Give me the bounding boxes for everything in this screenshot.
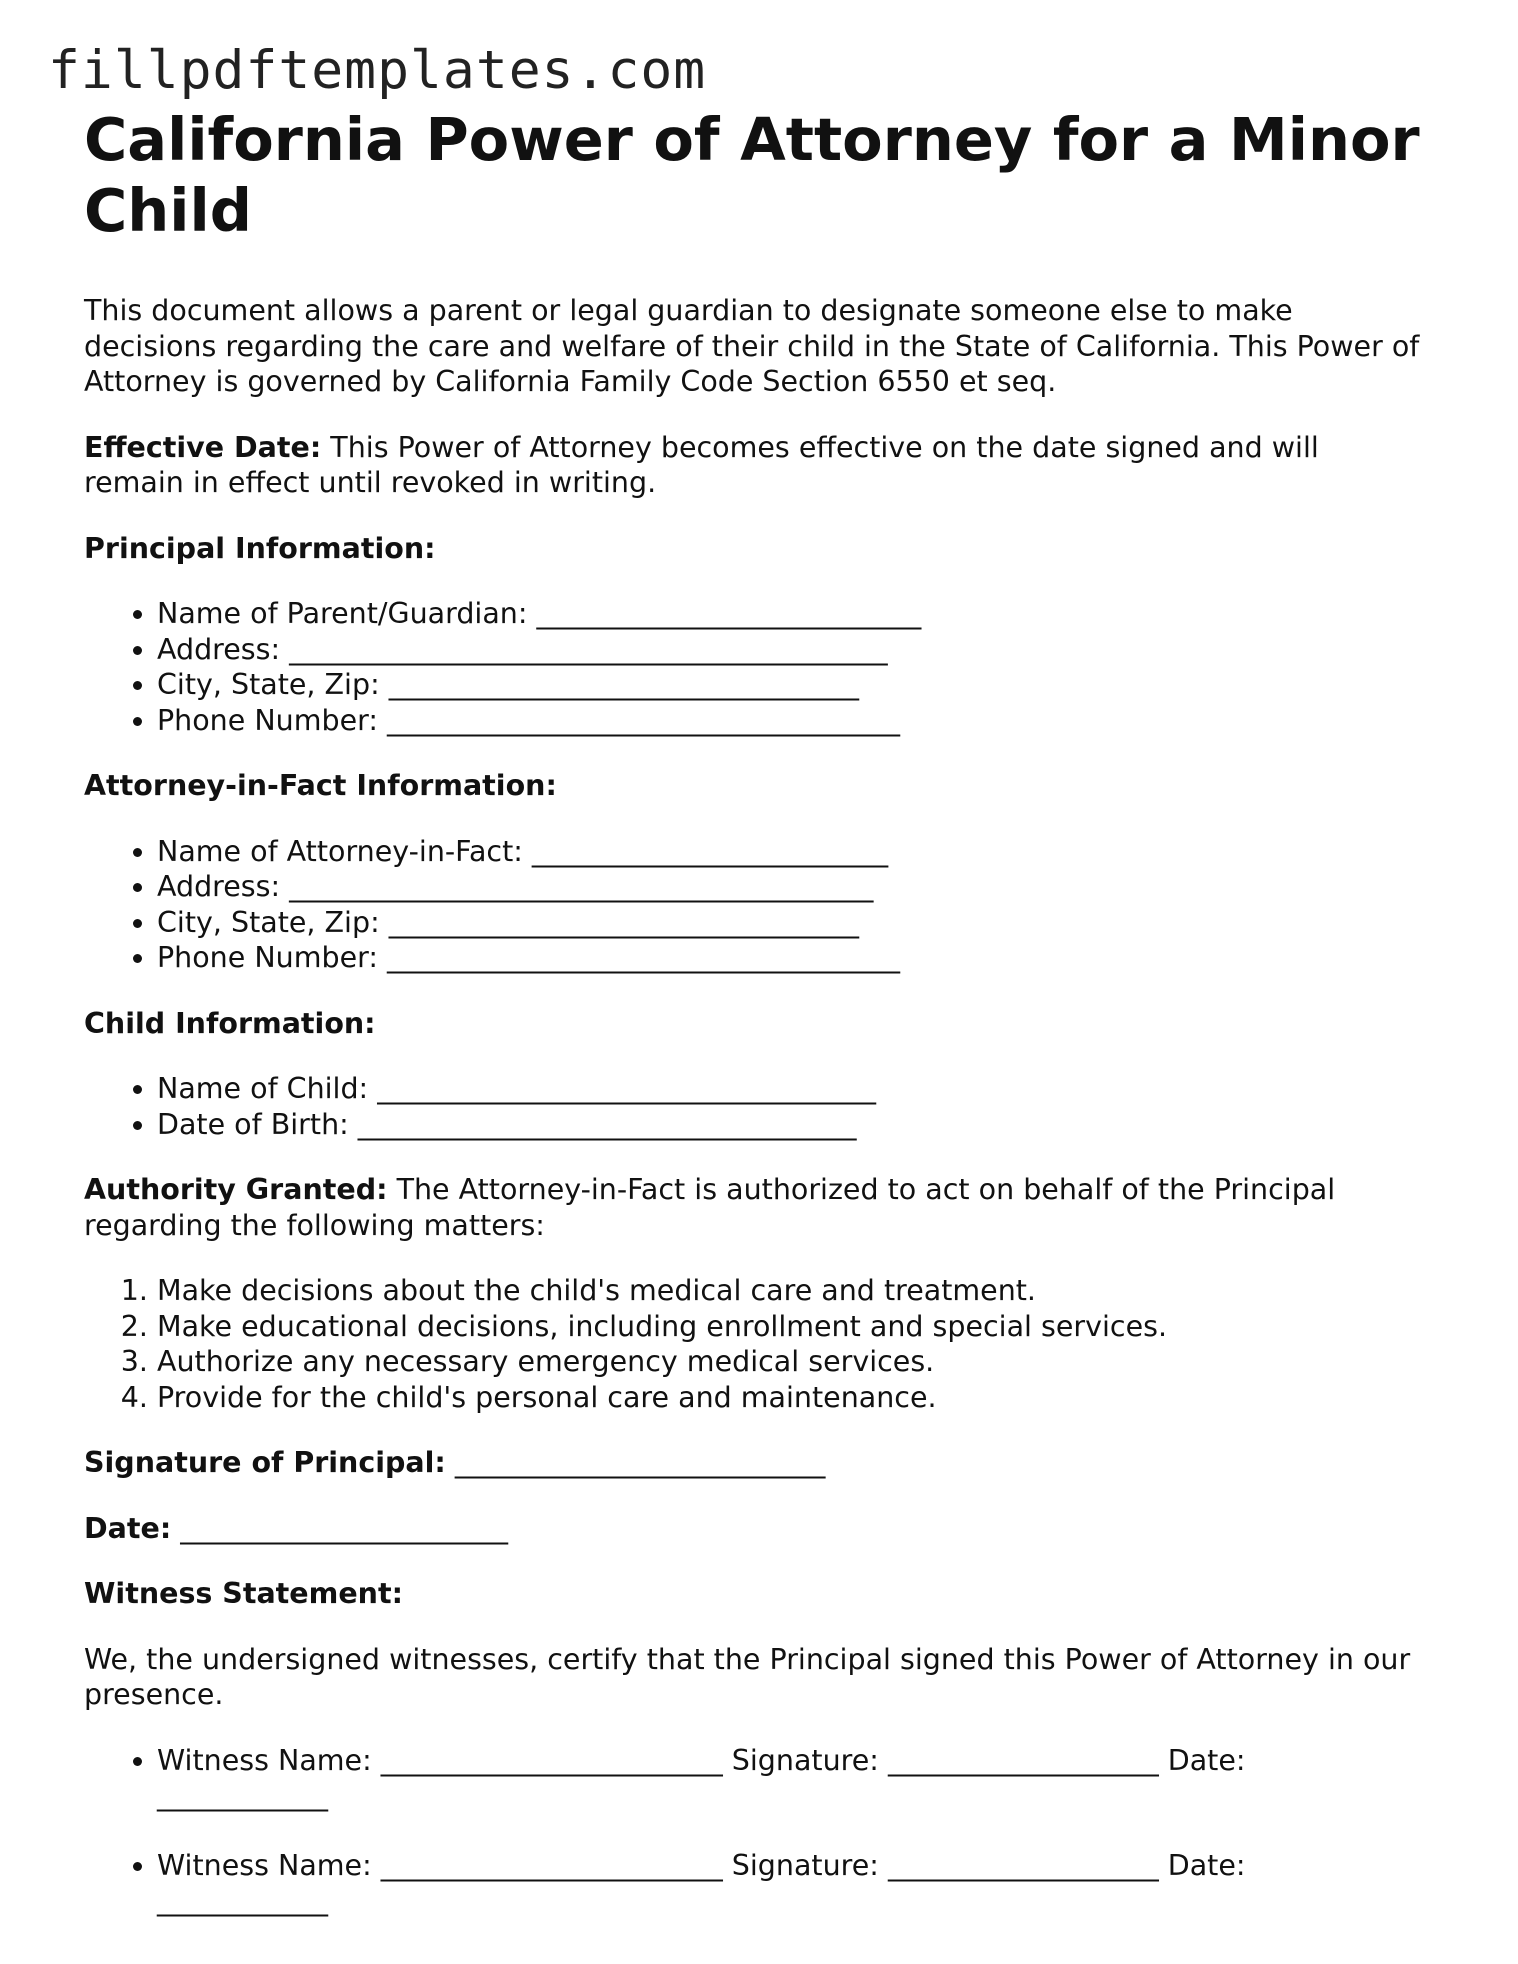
date-label: Date: [84,1511,172,1545]
authority-list [84,1273,1424,1415]
attorney-city-field[interactable]: • City, State, Zip: _________________________________ [157,905,1424,941]
principal-name-field[interactable]: • Name of Parent/Guardian: ___________________________ [157,596,1424,632]
principal-fields [84,596,1424,738]
intro-paragraph: This document allows a parent or legal guardian to designate someone else to make decisions regarding the care and welfare of their child in the State of California. This Power of Attorney is governed by California Family Code Section 6550 et seq. [84,294,1420,398]
attorney-address-field[interactable]: • Address: _________________________________________ [157,869,1424,905]
witness-line[interactable]: • Witness Name: ________________________ Signature: ___________________ Date: ____________ [157,1848,1424,1919]
authority-item: 1. Make decisions about the child's medical care and treatment. [157,1273,1424,1309]
watermark: fillpdftemplates.com [48,40,707,101]
attorney-fields [84,834,1424,976]
child-fields [84,1071,1424,1142]
witness-line[interactable]: • Witness Name: ________________________ Signature: ___________________ Date: ____________ [157,1743,1424,1814]
authority-item: 2. Make educational decisions, including enrollment and special services. [157,1309,1424,1345]
effective-date-paragraph [84,430,1424,501]
attorney-name-field[interactable]: • Name of Attorney-in-Fact: _________________________ [157,834,1424,870]
effective-date-text: This Power of Attorney becomes effective on the date signed and will remain in effect until revoked in writing. [84,430,1319,499]
attorney-phone-field[interactable]: • Phone Number: ____________________________________ [157,940,1424,976]
principal-signature-blank[interactable]: __________________________ [445,1446,826,1479]
witness-statement: We, the undersigned witnesses, certify that the Principal signed this Power of Attorney in our presence. [84,1642,1411,1711]
document-body [84,104,1424,1919]
witness-list [84,1743,1424,1919]
principal-signature-label: Signature of Principal: [84,1446,446,1479]
authority-item: 4. Provide for the child's personal care and maintenance. [157,1380,1424,1416]
child-heading: Child Information: [84,1006,376,1040]
date-line[interactable] [84,1511,1424,1547]
principal-heading: Principal Information: [84,531,436,565]
child-dob-field[interactable]: • Date of Birth: ___________________________________ [157,1107,1424,1143]
authority-paragraph [84,1172,1424,1243]
authority-text: The Attorney-in-Fact is authorized to act on behalf of the Principal regarding the following matters: [84,1173,1336,1242]
date-blank[interactable]: _______________________ [171,1511,509,1545]
authority-label: Authority Granted: [84,1173,388,1206]
child-name-field[interactable]: • Name of Child: ___________________________________ [157,1071,1424,1107]
attorney-heading: Attorney-in-Fact Information: [84,769,557,802]
effective-date-label: Effective Date: [84,430,322,464]
principal-phone-field[interactable]: • Phone Number: ____________________________________ [157,703,1424,739]
witness-heading: Witness Statement: [84,1577,403,1610]
principal-address-field[interactable]: • Address: __________________________________________ [157,632,1424,668]
principal-signature-line[interactable] [84,1445,1424,1481]
principal-city-field[interactable]: • City, State, Zip: _________________________________ [157,667,1424,703]
authority-item: 3. Authorize any necessary emergency medical services. [157,1344,1424,1380]
document-title: California Power of Attorney for a Minor Child [84,105,1420,245]
